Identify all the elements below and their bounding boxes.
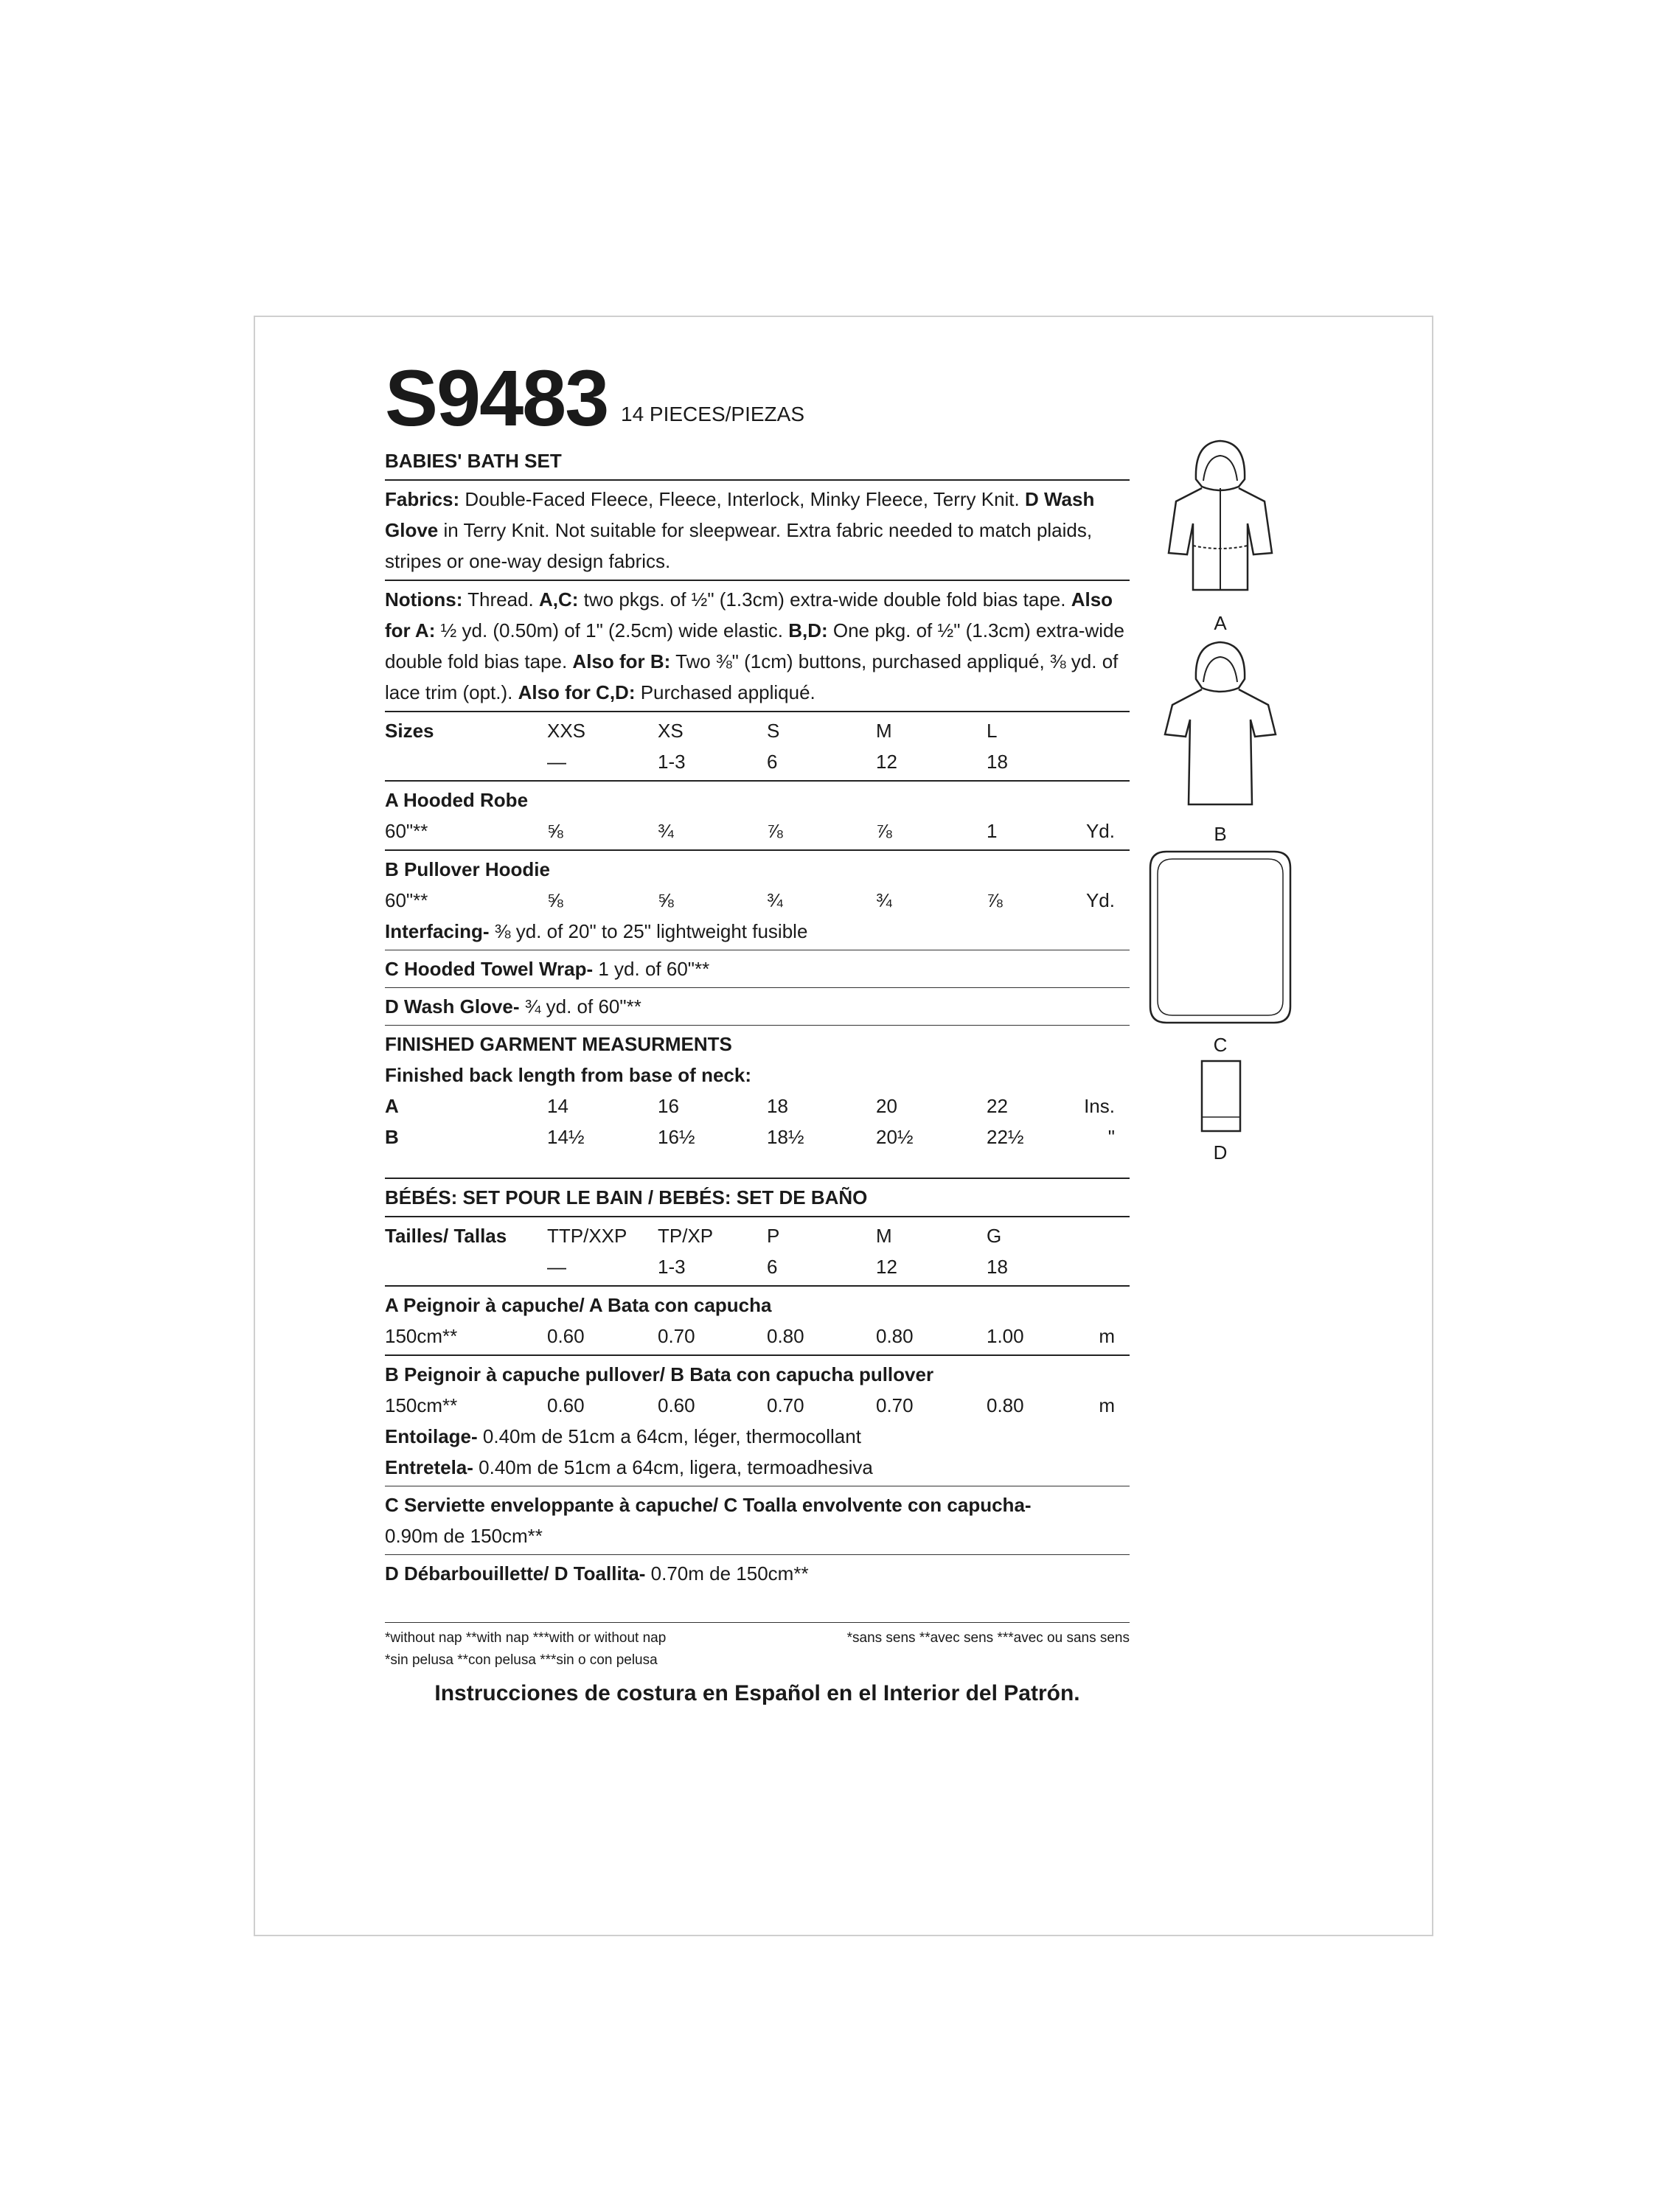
notions-section: Notions: Thread. A,C: two pkgs. of ½" (1.3cm) extra-wide double fold bias tape. Also for A: ½ yd. (0.50m) of 1" (2.5cm) wide elastic. B,D: One pkg. of ½" (1.3cm) extra-wide double fold bias tape. Also for B: Two ⅜" (1cm) buttons, purchased appliqué, ⅜ yd. of lace trim (opt.). Also for C,D: Purchased appliqué. <box>385 581 1130 712</box>
spanish-a: A Peignoir à capuche/ A Bata con capucha 150cm** 0.60 0.70 0.80 0.80 1.00 m <box>385 1287 1130 1356</box>
table-row: A 14 16 18 20 22 Ins. <box>385 1095 1115 1117</box>
entretela-line: Entretela- 0.40m de 51cm a 64cm, ligera, termoadhesiva <box>385 1456 873 1478</box>
figure-c-label: C <box>1213 1034 1228 1056</box>
figure-a-label: A <box>1214 612 1227 634</box>
fabrics-section: Fabrics: Double-Faced Fleece, Fleece, Interlock, Minky Fleece, Terry Knit. D Wash Glove in Terry Knit. Not suitable for sleepwear. Extra fabric needed to match plaids, stripes or one-way design fabrics. <box>385 481 1130 581</box>
sizes-section <box>385 712 1130 782</box>
figure-b-label: B <box>1214 823 1227 845</box>
table-row: 60"** ⅝ ⅝ ¾ ¾ ⅞ Yd. <box>385 889 1115 911</box>
sizes-row: Sizes XXS XS S M L <box>385 720 998 742</box>
footnotes: *without nap **with nap ***with or without nap *sin pelusa **con pelusa ***sin o con pelusa *sans sens **avec sens ***avec ou sans sens <box>385 1622 1130 1672</box>
pieces-count: 14 PIECES/PIEZAS <box>621 403 804 425</box>
spanish-sizes <box>385 1217 1130 1287</box>
spanish-instructions-note: Instrucciones de costura en Español en el Interior del Patrón. <box>434 1681 1080 1705</box>
table-row: B 14½ 16½ 18½ 20½ 22½ " <box>385 1126 1115 1148</box>
spanish-title: BÉBÉS: SET POUR LE BAIN / BEBÉS: SET DE BAÑO <box>385 1179 1130 1217</box>
entoilage-line: Entoilage- 0.40m de 51cm a 64cm, léger, thermocollant <box>385 1425 861 1447</box>
pattern-info <box>385 354 1130 1592</box>
product-title: BABIES' BATH SET <box>385 442 1130 481</box>
spanish-c: C Serviette enveloppante à capuche/ C Toalla envolvente con capucha- 0.90m de 150cm** <box>385 1486 1130 1555</box>
table-row: 150cm** 0.60 0.60 0.70 0.70 0.80 m <box>385 1394 1115 1416</box>
header <box>385 354 1130 442</box>
pattern-number: S9483 <box>385 353 608 442</box>
ages-row: — 1-3 6 12 18 <box>547 751 1008 773</box>
spanish-b: B Peignoir à capuche pullover/ B Bata con capucha pullover 150cm** 0.60 0.60 0.70 0.70 0.80 m Entoilage- 0.40m de 51cm a 64cm, léger, thermocollant Entretela- 0.40m de 51cm a 64cm, ligera, termoadhesiva <box>385 1356 1130 1486</box>
yardage-b: B Pullover Hoodie 60"** ⅝ ⅝ ¾ ¾ ⅞ Yd. Interfacing- ⅜ yd. of 20" to 25" lightweight fusible <box>385 851 1130 950</box>
table-row: 150cm** 0.60 0.70 0.80 0.80 1.00 m <box>385 1325 1115 1347</box>
figure-d-label: D <box>1213 1141 1228 1164</box>
yardage-d: D Wash Glove- ¾ yd. of 60"** <box>385 988 1130 1026</box>
measurements-section: FINISHED GARMENT MEASURMENTS Finished back length from base of neck: A 14 16 18 20 22 Ins. B 14½ 16½ 18½ 20½ 22½ " <box>385 1026 1130 1179</box>
figure-d-glove <box>1135 1057 1305 1138</box>
figure-a-robe <box>1135 435 1305 608</box>
figure-b-hoodie <box>1135 635 1305 819</box>
spanish-d: D Débarbouillette/ D Toallita- 0.70m de 150cm** <box>385 1562 809 1585</box>
yardage-a: A Hooded Robe 60"** ⅝ ¾ ⅞ ⅞ 1 Yd. <box>385 782 1130 851</box>
interfacing-line: Interfacing- ⅜ yd. of 20" to 25" lightweight fusible <box>385 920 808 942</box>
garment-figures <box>1135 435 1305 1164</box>
figure-c-towel <box>1135 846 1305 1030</box>
table-row: 60"** ⅝ ¾ ⅞ ⅞ 1 Yd. <box>385 820 1115 842</box>
sizes-row: Tailles/ Tallas TTP/XXP TP/XP P M G <box>385 1225 1002 1247</box>
ages-row: — 1-3 6 12 18 <box>547 1256 1008 1278</box>
yardage-c: C Hooded Towel Wrap- 1 yd. of 60"** <box>385 950 1130 988</box>
